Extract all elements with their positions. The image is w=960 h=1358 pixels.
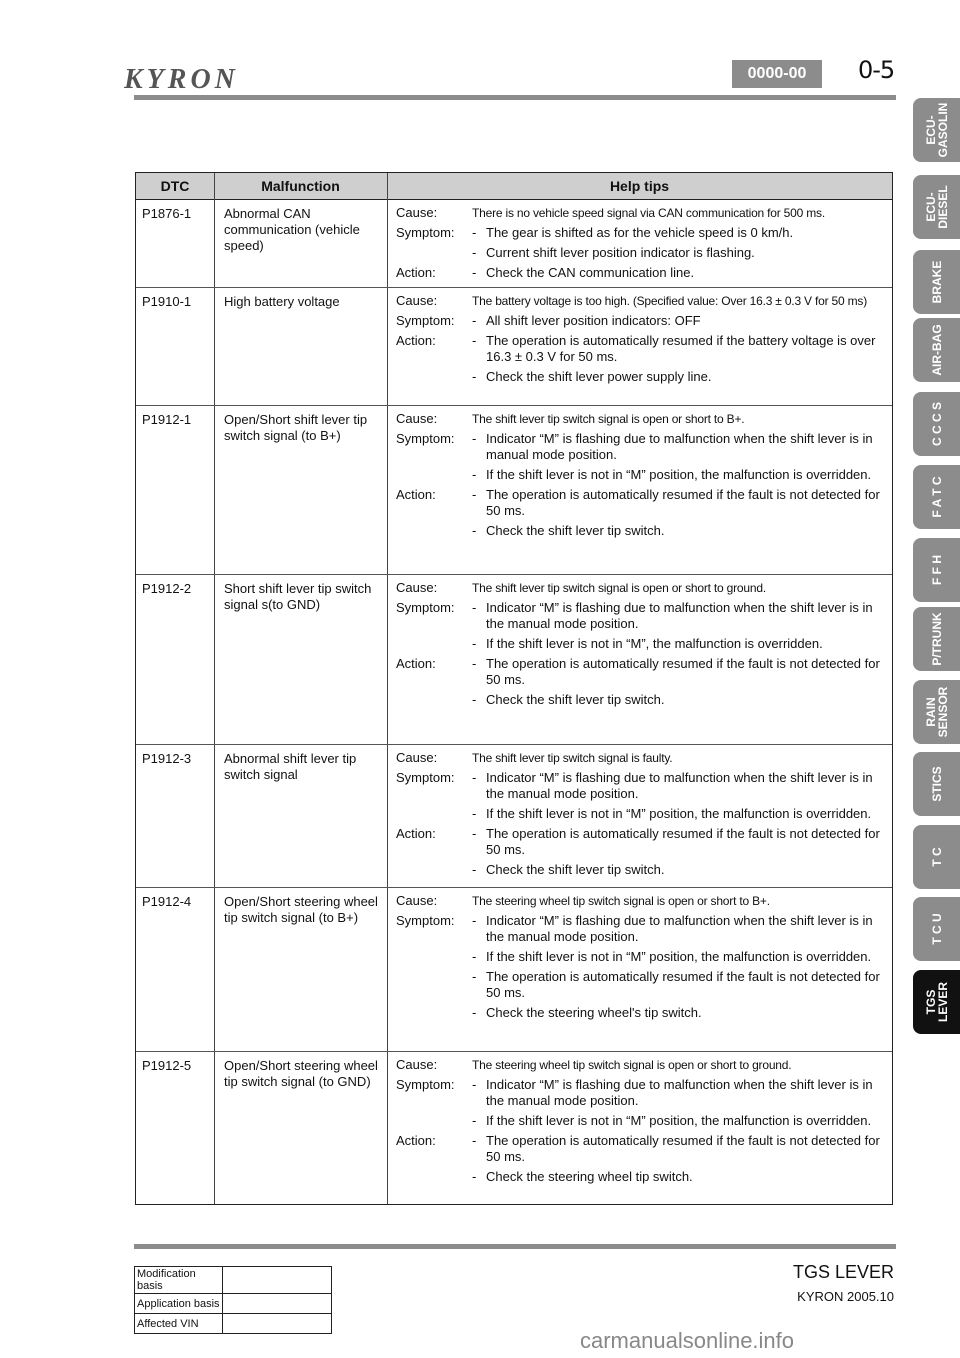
help-line-text: If the shift lever is not in “M”, the malfunction is overridden. [486, 636, 823, 651]
help-line-label [396, 523, 472, 539]
help-line [396, 1169, 888, 1185]
malfunction-description: Open/Short steering wheel tip switch signal (to B+) [224, 894, 378, 925]
help-line-label [396, 467, 472, 483]
help-line [396, 600, 888, 632]
help-line-label [396, 245, 472, 261]
help-line-text: Indicator “M” is flashing due to malfunction when the shift lever is in the manual mode position. [486, 600, 873, 631]
bullet-dash: - [472, 523, 477, 538]
table-row [136, 200, 892, 288]
bullet-dash: - [472, 225, 477, 240]
help-line-text: If the shift lever is not in “M” position, the malfunction is overridden. [486, 467, 872, 482]
help-line-text: Indicator “M” is flashing due to malfunction when the shift lever is in the manual mode position. [486, 770, 873, 801]
help-tips [396, 411, 888, 543]
bullet-dash: - [472, 431, 477, 446]
help-line-label: Cause: [396, 750, 438, 765]
help-line-label [396, 369, 472, 385]
tab-stics[interactable] [913, 752, 960, 816]
help-line-label: Cause: [396, 893, 438, 908]
help-line-label: Cause: [396, 411, 438, 426]
tab-label: ECU- GASOLIN [923, 102, 950, 158]
help-line [396, 656, 888, 688]
help-line [396, 826, 888, 858]
footer-model-date: KYRON 2005.10 [797, 1289, 894, 1304]
table-row [135, 1294, 332, 1314]
bullet-dash: - [472, 1169, 477, 1184]
bullet-dash: - [472, 806, 477, 821]
help-line-text: The steering wheel tip switch signal is open or short to ground. [472, 1058, 792, 1072]
malfunction-description: Abnormal shift lever tip switch signal [224, 751, 357, 782]
column-header-help-tips: Help tips [609, 178, 670, 194]
watermark: carmanualsonline.info [580, 1328, 795, 1353]
help-line-label: Action: [396, 1133, 436, 1148]
malfunction-description: Short shift lever tip switch signal s(to GND) [224, 581, 372, 612]
dtc-code: P1912-4 [142, 894, 192, 909]
help-line-text: Check the steering wheel's tip switch. [486, 1005, 702, 1020]
help-line-label [396, 1005, 472, 1021]
tab-label: T C U [929, 913, 944, 945]
help-line-text: Check the CAN communication line. [486, 265, 695, 280]
help-line-label: Cause: [396, 293, 438, 308]
mod-value [223, 1314, 332, 1334]
help-line-label: Action: [396, 265, 436, 280]
help-line [396, 750, 888, 766]
help-line-label: Cause: [396, 580, 438, 595]
help-tips [396, 580, 888, 712]
malfunction-description: Open/Short steering wheel tip switch signal (to GND) [224, 1058, 378, 1089]
help-line [396, 487, 888, 519]
mod-key: Application basis [135, 1294, 223, 1314]
tab-ecu-gasolin[interactable] [913, 98, 960, 162]
help-line-label: Symptom: [396, 313, 455, 328]
table-header [136, 173, 892, 200]
table-row [136, 888, 892, 1052]
help-line-label: Action: [396, 487, 436, 502]
tab-ecu-diesel[interactable] [913, 175, 960, 239]
help-line-text: If the shift lever is not in “M” position, the malfunction is overridden. [486, 806, 872, 821]
tab-label: STICS [929, 766, 944, 802]
tab-air-bag[interactable] [913, 318, 960, 382]
bullet-dash: - [472, 313, 477, 328]
mod-key: Affected VIN [135, 1314, 223, 1334]
help-line [396, 225, 888, 241]
dtc-code: P1912-3 [142, 751, 192, 766]
tab-rain-sensor[interactable] [913, 680, 960, 744]
table-row [136, 406, 892, 575]
help-line-text: The gear is shifted as for the vehicle speed is 0 km/h. [486, 225, 794, 240]
tab-f-f-h[interactable] [913, 538, 960, 602]
help-line-text: Current shift lever position indicator is flashing. [486, 245, 755, 260]
help-line-label [396, 1169, 472, 1185]
bullet-dash: - [472, 656, 477, 671]
help-line-label: Symptom: [396, 431, 455, 446]
help-line-text: Indicator “M” is flashing due to malfunction when the shift lever is in manual mode position. [486, 431, 873, 462]
bullet-dash: - [472, 913, 477, 928]
help-line-text: The shift lever tip switch signal is open or short to B+. [472, 412, 745, 426]
help-tips [396, 1057, 888, 1189]
kyron-logo [124, 62, 284, 96]
help-line [396, 969, 888, 1001]
tab-brake[interactable] [913, 250, 960, 314]
column-header-malfunction: Malfunction [261, 178, 340, 194]
bullet-dash: - [472, 1133, 477, 1148]
tab-tgs-lever[interactable] [913, 970, 960, 1034]
help-line-text: The operation is automatically resumed if the fault is not detected for 50 ms. [486, 656, 880, 687]
dtc-code: P1912-2 [142, 581, 192, 596]
bullet-dash: - [472, 1005, 477, 1020]
bullet-dash: - [472, 770, 477, 785]
footer-divider [134, 1244, 896, 1249]
mod-value [223, 1267, 332, 1294]
help-line-text: Check the shift lever tip switch. [486, 692, 665, 707]
help-line-text: If the shift lever is not in “M” position, the malfunction is overridden. [486, 949, 872, 964]
help-line [396, 692, 888, 708]
help-line-label: Cause: [396, 1057, 438, 1072]
help-line [396, 467, 888, 483]
help-line [396, 431, 888, 463]
tab-label: F F H [929, 555, 944, 585]
tab-t-c[interactable] [913, 825, 960, 889]
help-line-label: Action: [396, 826, 436, 841]
tab-label: AIR-BAG [929, 324, 944, 376]
help-line-label: Symptom: [396, 770, 455, 785]
bullet-dash: - [472, 333, 477, 348]
help-line-text: Check the steering wheel tip switch. [486, 1169, 693, 1184]
help-line-text: The operation is automatically resumed if the fault is not detected for 50 ms. [486, 826, 880, 857]
bullet-dash: - [472, 636, 477, 651]
help-line-label: Action: [396, 656, 436, 671]
help-line-label: Cause: [396, 205, 438, 220]
table-row [136, 745, 892, 888]
help-line-text: The shift lever tip switch signal is faulty. [472, 751, 673, 765]
table-row [136, 288, 892, 406]
help-line-text: The shift lever tip switch signal is open or short to ground. [472, 581, 766, 595]
dtc-code: P1912-1 [142, 412, 192, 427]
help-line-text: Indicator “M” is flashing due to malfunction when the shift lever is in the manual mode position. [486, 913, 873, 944]
help-line [396, 265, 888, 281]
help-line [396, 333, 888, 365]
help-line [396, 770, 888, 802]
help-line-text: The operation is automatically resumed if the fault is not detected for 50 ms. [486, 487, 880, 518]
help-line-label [396, 862, 472, 878]
bullet-dash: - [472, 949, 477, 964]
help-line-text: Check the shift lever power supply line. [486, 369, 712, 384]
help-line-label: Action: [396, 333, 436, 348]
help-line-label: Symptom: [396, 1077, 455, 1092]
help-line [396, 293, 888, 309]
tab-c-c-c-s[interactable] [913, 392, 960, 456]
bullet-dash: - [472, 826, 477, 841]
bullet-dash: - [472, 467, 477, 482]
tab-label: BRAKE [929, 260, 944, 304]
tab-label: T C [929, 847, 944, 867]
help-line [396, 862, 888, 878]
help-line-label: Symptom: [396, 913, 455, 928]
help-line-text: The operation is automatically resumed if the fault is not detected for 50 ms. [486, 1133, 880, 1164]
dtc-code: P1912-5 [142, 1058, 192, 1073]
help-line-label: Symptom: [396, 225, 455, 240]
help-line [396, 1113, 888, 1129]
table-row [135, 1267, 332, 1294]
mod-value [223, 1294, 332, 1314]
help-line [396, 205, 888, 221]
help-tips [396, 293, 888, 389]
help-line-label [396, 692, 472, 708]
help-line-label [396, 806, 472, 822]
help-line-label [396, 949, 472, 965]
svg-text:KYRON: KYRON [124, 64, 239, 95]
bullet-dash: - [472, 245, 477, 260]
malfunction-description: Abnormal CAN communication (vehicle speed) [224, 206, 360, 253]
tab-label: P/TRUNK [929, 612, 944, 666]
help-line [396, 949, 888, 965]
tab-label: TGS LEVER [923, 981, 950, 1023]
help-line-text: Check the shift lever tip switch. [486, 862, 665, 877]
help-line-label [396, 636, 472, 652]
help-line-label: Symptom: [396, 600, 455, 615]
help-line [396, 313, 888, 329]
page-number: 0-5 [858, 56, 895, 84]
bullet-dash: - [472, 265, 477, 280]
help-line [396, 245, 888, 261]
help-line [396, 893, 888, 909]
dtc-code: P1910-1 [142, 294, 192, 309]
help-line [396, 1005, 888, 1021]
help-tips [396, 750, 888, 882]
bullet-dash: - [472, 969, 477, 984]
bullet-dash: - [472, 600, 477, 615]
bullet-dash: - [472, 369, 477, 384]
help-line [396, 369, 888, 385]
help-line-text: All shift lever position indicators: OFF [486, 313, 701, 328]
help-line-label [396, 969, 472, 1001]
help-line-text: Indicator “M” is flashing due to malfunction when the shift lever is in the manual mode position. [486, 1077, 873, 1108]
dtc-code: P1876-1 [142, 206, 192, 221]
help-line-label [396, 1113, 472, 1129]
table-row [135, 1314, 332, 1334]
help-line-text: The operation is automatically resumed if the fault is not detected for 50 ms. [486, 969, 880, 1000]
bullet-dash: - [472, 1077, 477, 1092]
bullet-dash: - [472, 487, 477, 502]
malfunction-description: Open/Short shift lever tip switch signal (to B+) [224, 412, 368, 443]
tab-label: ECU- DIESEL [923, 185, 950, 229]
help-line [396, 523, 888, 539]
column-header-dtc: DTC [160, 178, 190, 194]
mod-key: Modification basis [135, 1267, 223, 1294]
tab-label: C C C S [929, 401, 944, 447]
tab-p-trunk[interactable] [913, 607, 960, 671]
help-line [396, 636, 888, 652]
malfunction-description: High battery voltage [224, 294, 340, 309]
tab-t-c-u[interactable] [913, 897, 960, 961]
tab-f-a-t-c[interactable] [913, 465, 960, 529]
help-line [396, 806, 888, 822]
help-line-text: The operation is automatically resumed if the battery voltage is over 16.3 ± 0.3 V for 50 ms. [486, 333, 876, 364]
help-line [396, 913, 888, 945]
bullet-dash: - [472, 692, 477, 707]
section-code-badge: 0000-00 [732, 60, 822, 88]
help-line-text: The battery voltage is too high. (Specified value: Over 16.3 ± 0.3 V for 50 ms) [472, 294, 867, 308]
help-line-text: There is no vehicle speed signal via CAN communication for 500 ms. [472, 206, 825, 220]
header-divider [134, 95, 896, 100]
help-line-text: The steering wheel tip switch signal is open or short to B+. [472, 894, 770, 908]
help-line [396, 1133, 888, 1165]
bullet-dash: - [472, 1113, 477, 1128]
help-tips [396, 893, 888, 1025]
modification-table [134, 1266, 332, 1334]
help-line [396, 1057, 888, 1073]
tab-label: RAIN SENSOR [923, 686, 950, 738]
tab-label: F A T C [929, 476, 944, 518]
help-line-text: Check the shift lever tip switch. [486, 523, 665, 538]
help-line [396, 1077, 888, 1109]
table-row [136, 575, 892, 745]
dtc-table [135, 172, 893, 1205]
help-line [396, 580, 888, 596]
bullet-dash: - [472, 862, 477, 877]
footer-section-title: TGS LEVER [792, 1262, 894, 1282]
help-line [396, 411, 888, 427]
help-tips [396, 205, 888, 285]
help-line-text: If the shift lever is not in “M” position, the malfunction is overridden. [486, 1113, 872, 1128]
table-row [136, 1052, 892, 1206]
